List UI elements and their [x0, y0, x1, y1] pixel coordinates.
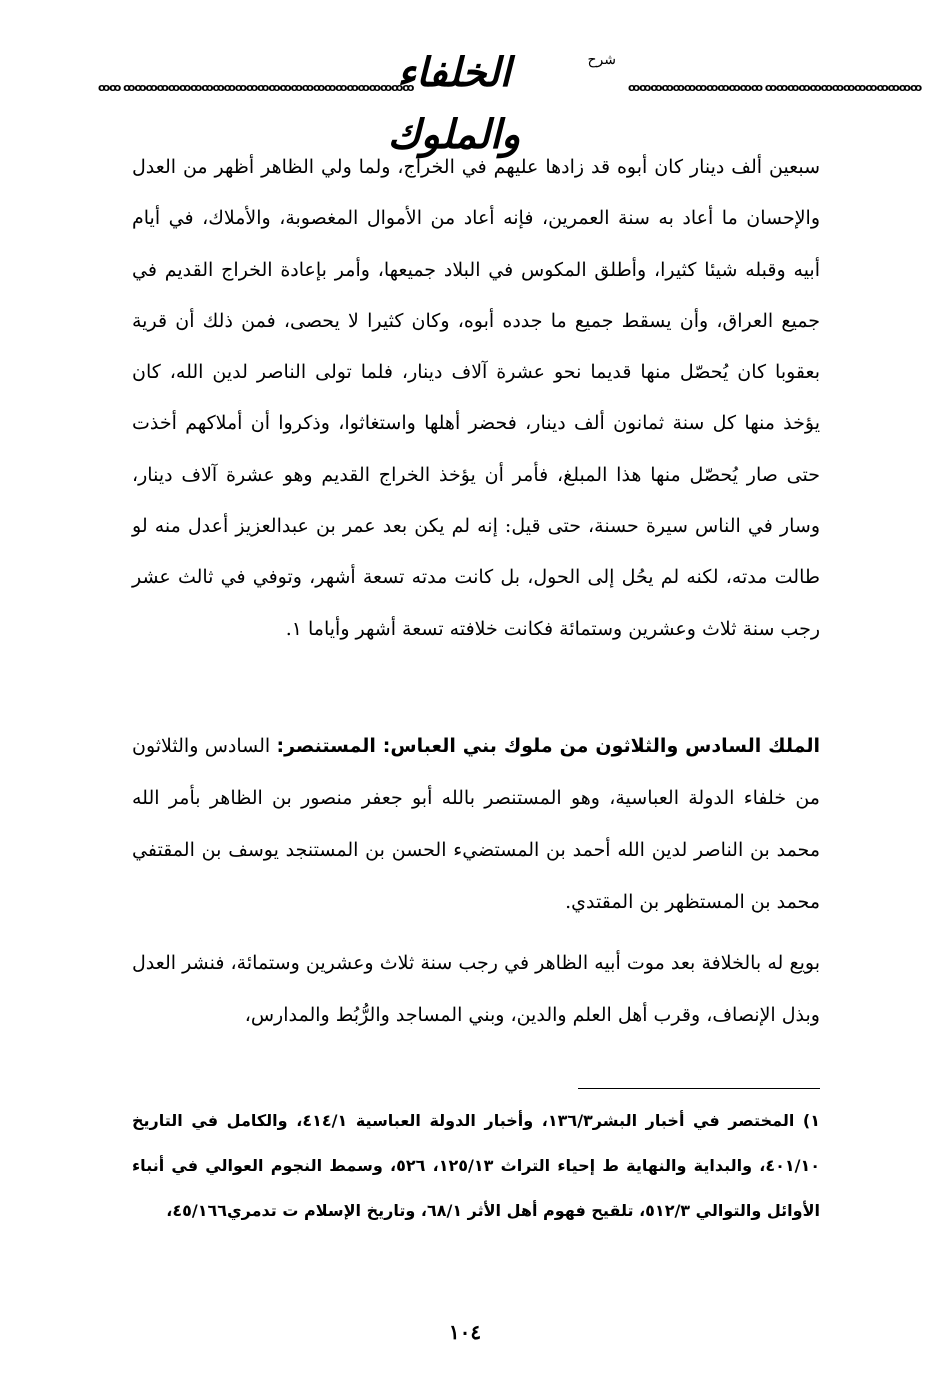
paragraph-2 [132, 720, 820, 928]
header-title-main: الخلفاء والملوك [387, 49, 521, 158]
page-number: ١٠٤ [448, 1320, 482, 1344]
footnote-divider [578, 1088, 820, 1089]
paragraph-2-text: السادس والثلاثون من خلفاء الدولة العباسية، وهو المستنصر بالله أبو جعفر منصور بن الظاهر بأمر الله محمد بن الناصر لدين الله أحمد بن المستضيء الحسن بن المستنجد يوسف بن المقتفي محمد بن المستظهر بن المقتدي. [132, 735, 820, 913]
section-heading: الملك السادس والثلاثون من ملوك بني العباس: المستنصر: [276, 735, 820, 757]
header-title [344, 42, 616, 158]
header-ornament-right: ꝏꝏꝏꝏꝏꝏꝏꝏꝏꝏꝏꝏ ꝏꝏꝏꝏꝏꝏꝏꝏꝏꝏꝏꝏꝏꝏ [628, 81, 922, 94]
header-title-prefix: شرح [587, 52, 616, 68]
paragraph-1: سبعين ألف دينار كان أبوه قد زادها عليهم في الخراج، ولما ولي الظاهر أظهر من العدل والإحسان ما أعاد به سنة العمرين، فإنه أعاد من الأموال المغصوبة، والأملاك، في أيام أبيه وقبله شيئا كثيرا، وأطلق المكوس في البلاد جميعها، وأمر بإعادة الخراج القديم في جميع العراق، وأن يسقط جميع ما جدده أبوه، وكان كثيرا لا يحصى، فمن ذلك أن قرية بعقوبا كان يُحصّل منها قديما نحو عشرة آلاف دينار، فلما تولى الناصر لدين الله، كان يؤخذ منها كل سنة ثمانون ألف دينار، فحضر أهلها واستغاثوا، وذكروا أن أملاكهم أخذت حتى صار يُحصّل منها هذا المبلغ، فأمر أن يؤخذ الخراج القديم وهو عشرة آلاف دينار، وسار في الناس سيرة حسنة، حتى قيل: إنه لم يكن بعد عمر بن عبدالعزيز أعدل منه لو طالت مدته، لكنه لم يحُل إلى الحول، بل كانت مدته تسعة أشهر، وتوفي في ثالث عشر رجب سنة ثلاث وعشرين وستمائة فكانت خلافته تسعة أشهر وأياما ١. [132, 156, 820, 640]
footnote: ١) المختصر في أخبار البشر١٣٦/٣، وأخبار الدولة العباسية ٤١٤/١، والكامل في التاريخ ٤٠١/١٠، والبداية والنهاية ط إحياء التراث ١٢٥/١٣، ٥٢٦، وسمط النجوم العوالي في أنباء الأوائل والتوالي ٥١٢/٣، تلقيح فهوم أهل الأثر ٦٨/١، وتاريخ الإسلام ت تدمري٤٥/١٦٦، [132, 1111, 821, 1220]
page-header [98, 42, 922, 158]
header-ornament-left: ꝏꝏ ꝏꝏꝏꝏꝏꝏꝏꝏꝏꝏꝏꝏꝏꝏꝏꝏꝏꝏꝏꝏꝏꝏꝏꝏꝏꝏ [98, 81, 414, 94]
paragraph-3: بويع له بالخلافة بعد موت أبيه الظاهر في رجب سنة ثلاث وعشرين وستمائة، فنشر العدل وبذل الإنصاف، وقرب أهل العلم والدين، وبني المساجد والرُّبُط والمدارس، [132, 952, 820, 1026]
